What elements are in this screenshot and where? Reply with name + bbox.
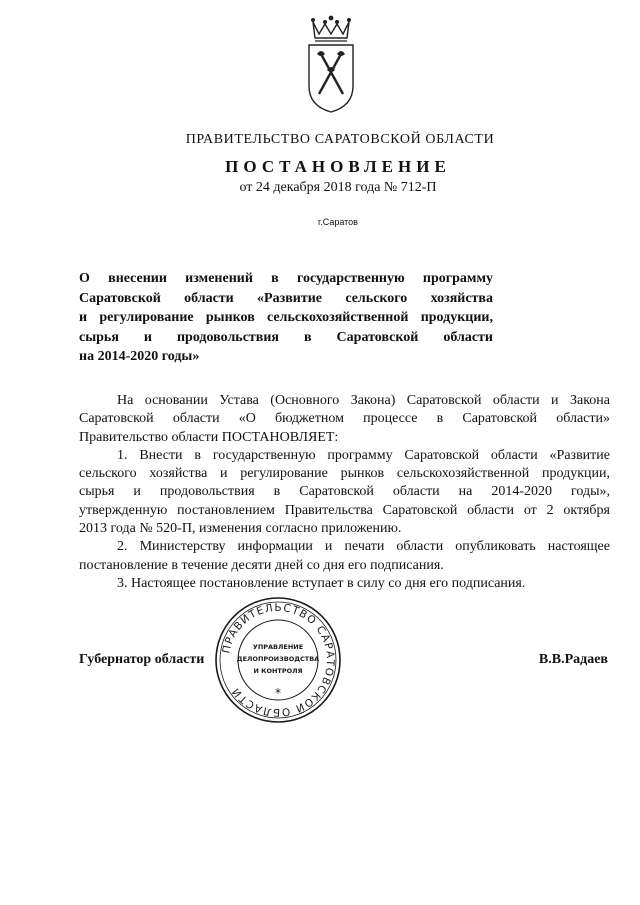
document-title	[79, 269, 493, 367]
body-line: 3. Настоящее постановление вступает в силу со дня его подписания.	[117, 575, 526, 591]
title-line: сырья и продовольствия в Саратовской области	[79, 329, 493, 345]
document-type: ПОСТАНОВЛЕНИЕ	[225, 157, 451, 176]
seal-center-line: И КОНТРОЛЯ	[253, 667, 303, 675]
body-line: Правительство области ПОСТАНОВЛЯЕТ:	[79, 429, 339, 445]
document-body	[79, 392, 610, 593]
seal-center-line: ДЕЛОПРОИЗВОДСТВА	[236, 655, 320, 663]
body-line: утвержденную постановлением Правительства Саратовской области от 2 октября	[79, 502, 610, 518]
seal-star: *	[275, 686, 281, 700]
city-label: г.Саратов	[318, 217, 358, 227]
seal-center-line: УПРАВЛЕНИЕ	[252, 643, 304, 651]
body-line: постановление в течение десяти дней со дня его подписания.	[79, 557, 444, 573]
title-line: и регулирование рынков сельскохозяйственной продукции,	[79, 310, 493, 325]
organization-name: ПРАВИТЕЛЬСТВО САРАТОВСКОЙ ОБЛАСТИ	[185, 132, 495, 147]
signer-name: В.В.Радаев	[538, 652, 608, 667]
body-line: На основании Устава (Основного Закона) Саратовской области и Закона	[117, 393, 610, 408]
body-line: сырья и продовольствия в Саратовской области на 2014-2020 годы»,	[79, 484, 610, 500]
signer-position: Губернатор области	[79, 652, 205, 667]
body-line: Саратовской области «О бюджетном процессе в Саратовской области»	[79, 411, 610, 427]
body-line: 1. Внести в государственную программу Саратовской области «Развитие	[117, 447, 610, 463]
document-date-number: от 24 декабря 2018 года № 712-П	[239, 180, 437, 195]
title-line: на 2014-2020 годы»	[79, 349, 200, 364]
seal-ring-text: ПРАВИТЕЛЬСТВО САРАТОВСКОЙ ОБЛАСТИ	[220, 601, 337, 719]
saratov-coat-of-arms-icon	[303, 14, 359, 114]
official-seal	[213, 595, 343, 725]
body-line: 2013 года № 520-П, изменения согласно приложению.	[79, 521, 402, 537]
body-line: сельского хозяйства и регулирование рынков сельскохозяйственной продукции,	[79, 466, 610, 482]
title-line: О внесении изменений в государственную программу	[79, 271, 493, 286]
body-line: 2. Министерству информации и печати области опубликовать настоящее	[117, 539, 610, 555]
title-line: Саратовской области «Развитие сельского хозяйства	[79, 290, 493, 306]
